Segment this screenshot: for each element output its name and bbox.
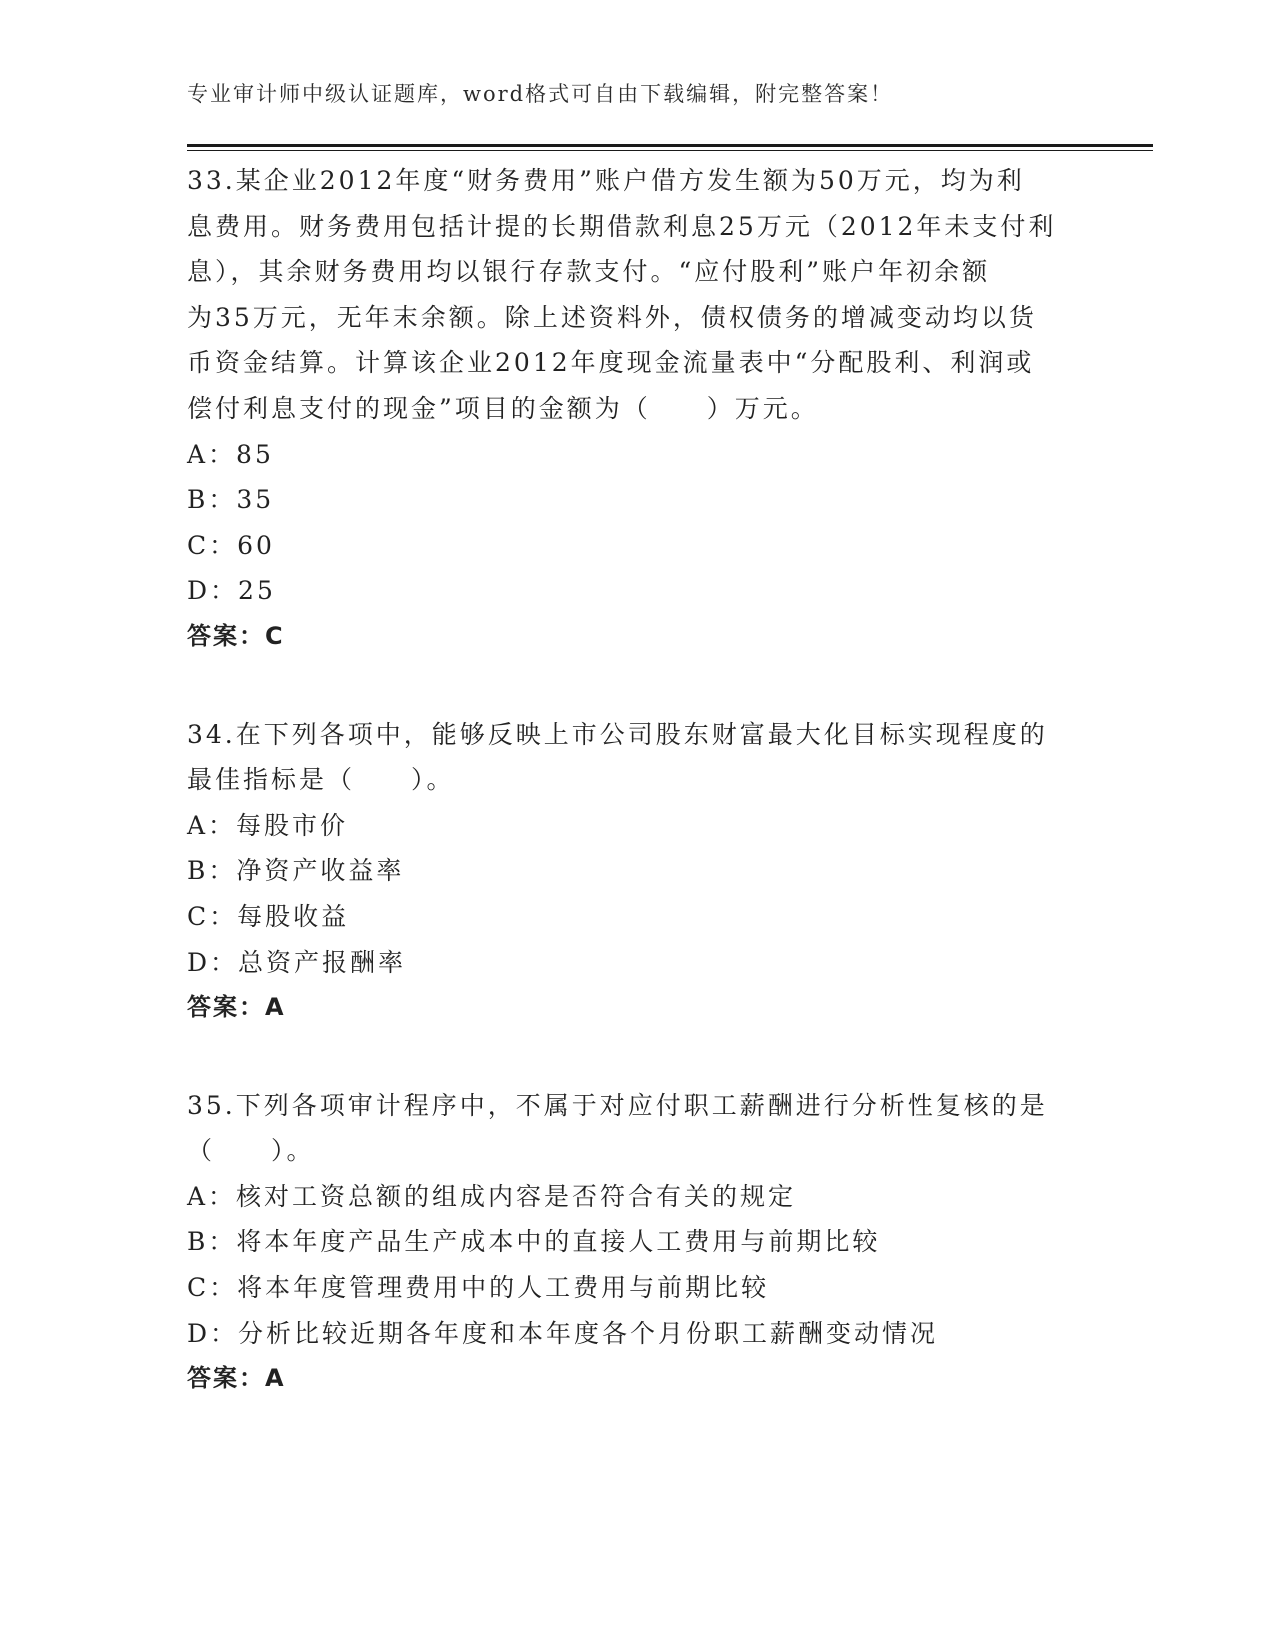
option-d: D：25 [187,576,276,606]
option-d: D：分析比较近期各年度和本年度各个月份职工薪酬变动情况 [187,1318,939,1348]
question-stem-line: 35.下列各项审计程序中，不属于对应付职工薪酬进行分析性复核的是 [187,1090,1048,1120]
question-33 [187,158,1087,660]
question-35 [187,1083,1087,1402]
question-stem-line: 为35万元，无年末余额。除上述资料外，债权债务的增减变动均以货 [187,302,1037,332]
answer-label: 答案：C [187,621,285,650]
option-a: A：85 [187,439,274,469]
question-list [187,158,1087,1454]
question-stem-line: 息），其余财务费用均以银行存款支付。“应付股利”账户年初余额 [187,257,991,287]
answer-label: 答案：A [187,1364,286,1393]
header-note: 专业审计师中级认证题库，word格式可自由下载编辑，附完整答案！ [187,82,894,106]
question-stem-line: 最佳指标是（ ）。 [187,765,455,795]
question-stem-line: 币资金结算。计算该企业2012年度现金流量表中“分配股利、利润或 [187,348,1035,378]
option-b: B：35 [187,485,275,515]
answer-label: 答案：A [187,993,286,1022]
question-34 [187,712,1087,1031]
question-stem-line: （ ）。 [187,1136,315,1166]
option-b: B：净资产收益率 [187,856,405,886]
header-rule-thin [187,150,1153,151]
question-stem-line: 34.在下列各项中，能够反映上市公司股东财富最大化目标实现程度的 [187,719,1048,749]
option-d: D：总资产报酬率 [187,947,407,977]
option-a: A：核对工资总额的组成内容是否符合有关的规定 [187,1181,797,1211]
option-c: C：60 [187,530,275,560]
option-c: C：每股收益 [187,901,350,931]
option-c: C：将本年度管理费用中的人工费用与前期比较 [187,1273,770,1303]
option-b: B：将本年度产品生产成本中的直接人工费用与前期比较 [187,1227,881,1257]
option-a: A：每股市价 [187,810,349,840]
question-stem-line: 息费用。财务费用包括计提的长期借款利息25万元（2012年未支付利 [187,211,1057,241]
question-stem-line: 偿付利息支付的现金”项目的金额为（ ）万元。 [187,393,819,423]
header-rule-thick [187,144,1153,147]
question-stem-line: 33.某企业2012年度“财务费用”账户借方发生额为50万元，均为利 [187,166,1025,195]
